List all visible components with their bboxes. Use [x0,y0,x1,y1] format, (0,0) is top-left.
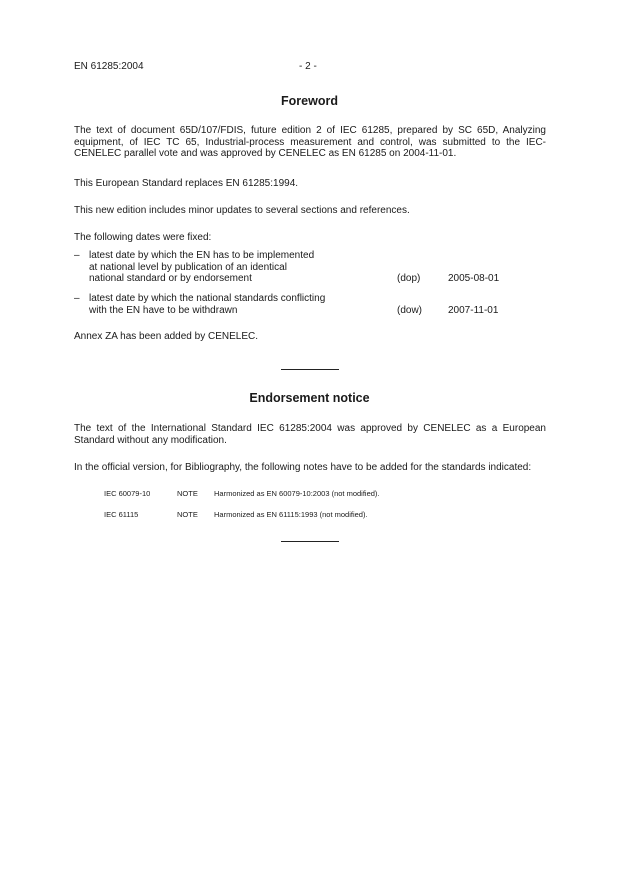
date-row-1-line-2: at national level by publication of an identical [89,261,287,273]
dates-intro: The following dates were fixed: [74,232,212,243]
note-1-label: NOTE [177,489,198,498]
endorsement-title: Endorsement notice [249,391,370,405]
endorsement-paragraph-2: In the official version, for Bibliography, the following notes have to be added for the standards indicated: [74,462,532,473]
foreword-paragraph-1: The text of document 65D/107/FDIS, future edition 2 of IEC 61285, prepared by SC 65D, Analyzing equipment, of IEC TC 65, Industrial-process measurement and control, was submitted to the IEC-CENELEC parallel vote and was approved by CENELEC as EN 61285 on 2004-11-01. [74,125,546,159]
note-2-text: Harmonized as EN 61115:1993 (not modified). [214,510,368,519]
date-row-2-text [89,293,325,316]
note-1-text: Harmonized as EN 60079-10:2003 (not modified). [214,489,380,498]
date-row-1-line-1: latest date by which the EN has to be implemented [89,250,315,261]
annex-note: Annex ZA has been added by CENELEC. [74,331,259,342]
foreword-paragraph-2: This European Standard replaces EN 61285:1994. [74,178,299,189]
date-row-2-date: 2007-11-01 [448,305,499,316]
date-row-1-code: (dop) [397,273,421,284]
foreword-title: Foreword [281,94,338,108]
date-row-1-line-3: national standard or by endorsement [89,273,252,284]
note-1-standard: IEC 60079-10 [104,489,151,498]
note-2-label: NOTE [177,510,198,519]
section-divider-1 [281,369,339,370]
date-row-2-dash: – [74,293,80,304]
date-row-2-code: (dow) [397,305,423,316]
date-row-1-date: 2005-08-01 [448,273,500,284]
date-row-2-line-2: with the EN have to be withdrawn [89,304,238,316]
section-divider-2 [281,541,339,542]
date-row-2-line-1: latest date by which the national standards conflicting [89,293,326,304]
endorsement-paragraph-1: The text of the International Standard IEC 61285:2004 was approved by CENELEC as a European Standard without any modification. [74,423,546,446]
date-row-1-dash: – [74,250,80,261]
date-row-1-text [89,250,314,285]
document-id: EN 61285:2004 [74,61,144,72]
note-2-standard: IEC 61115 [104,510,139,519]
foreword-paragraph-3: This new edition includes minor updates to several sections and references. [74,205,410,216]
page-number: - 2 - [299,61,317,72]
